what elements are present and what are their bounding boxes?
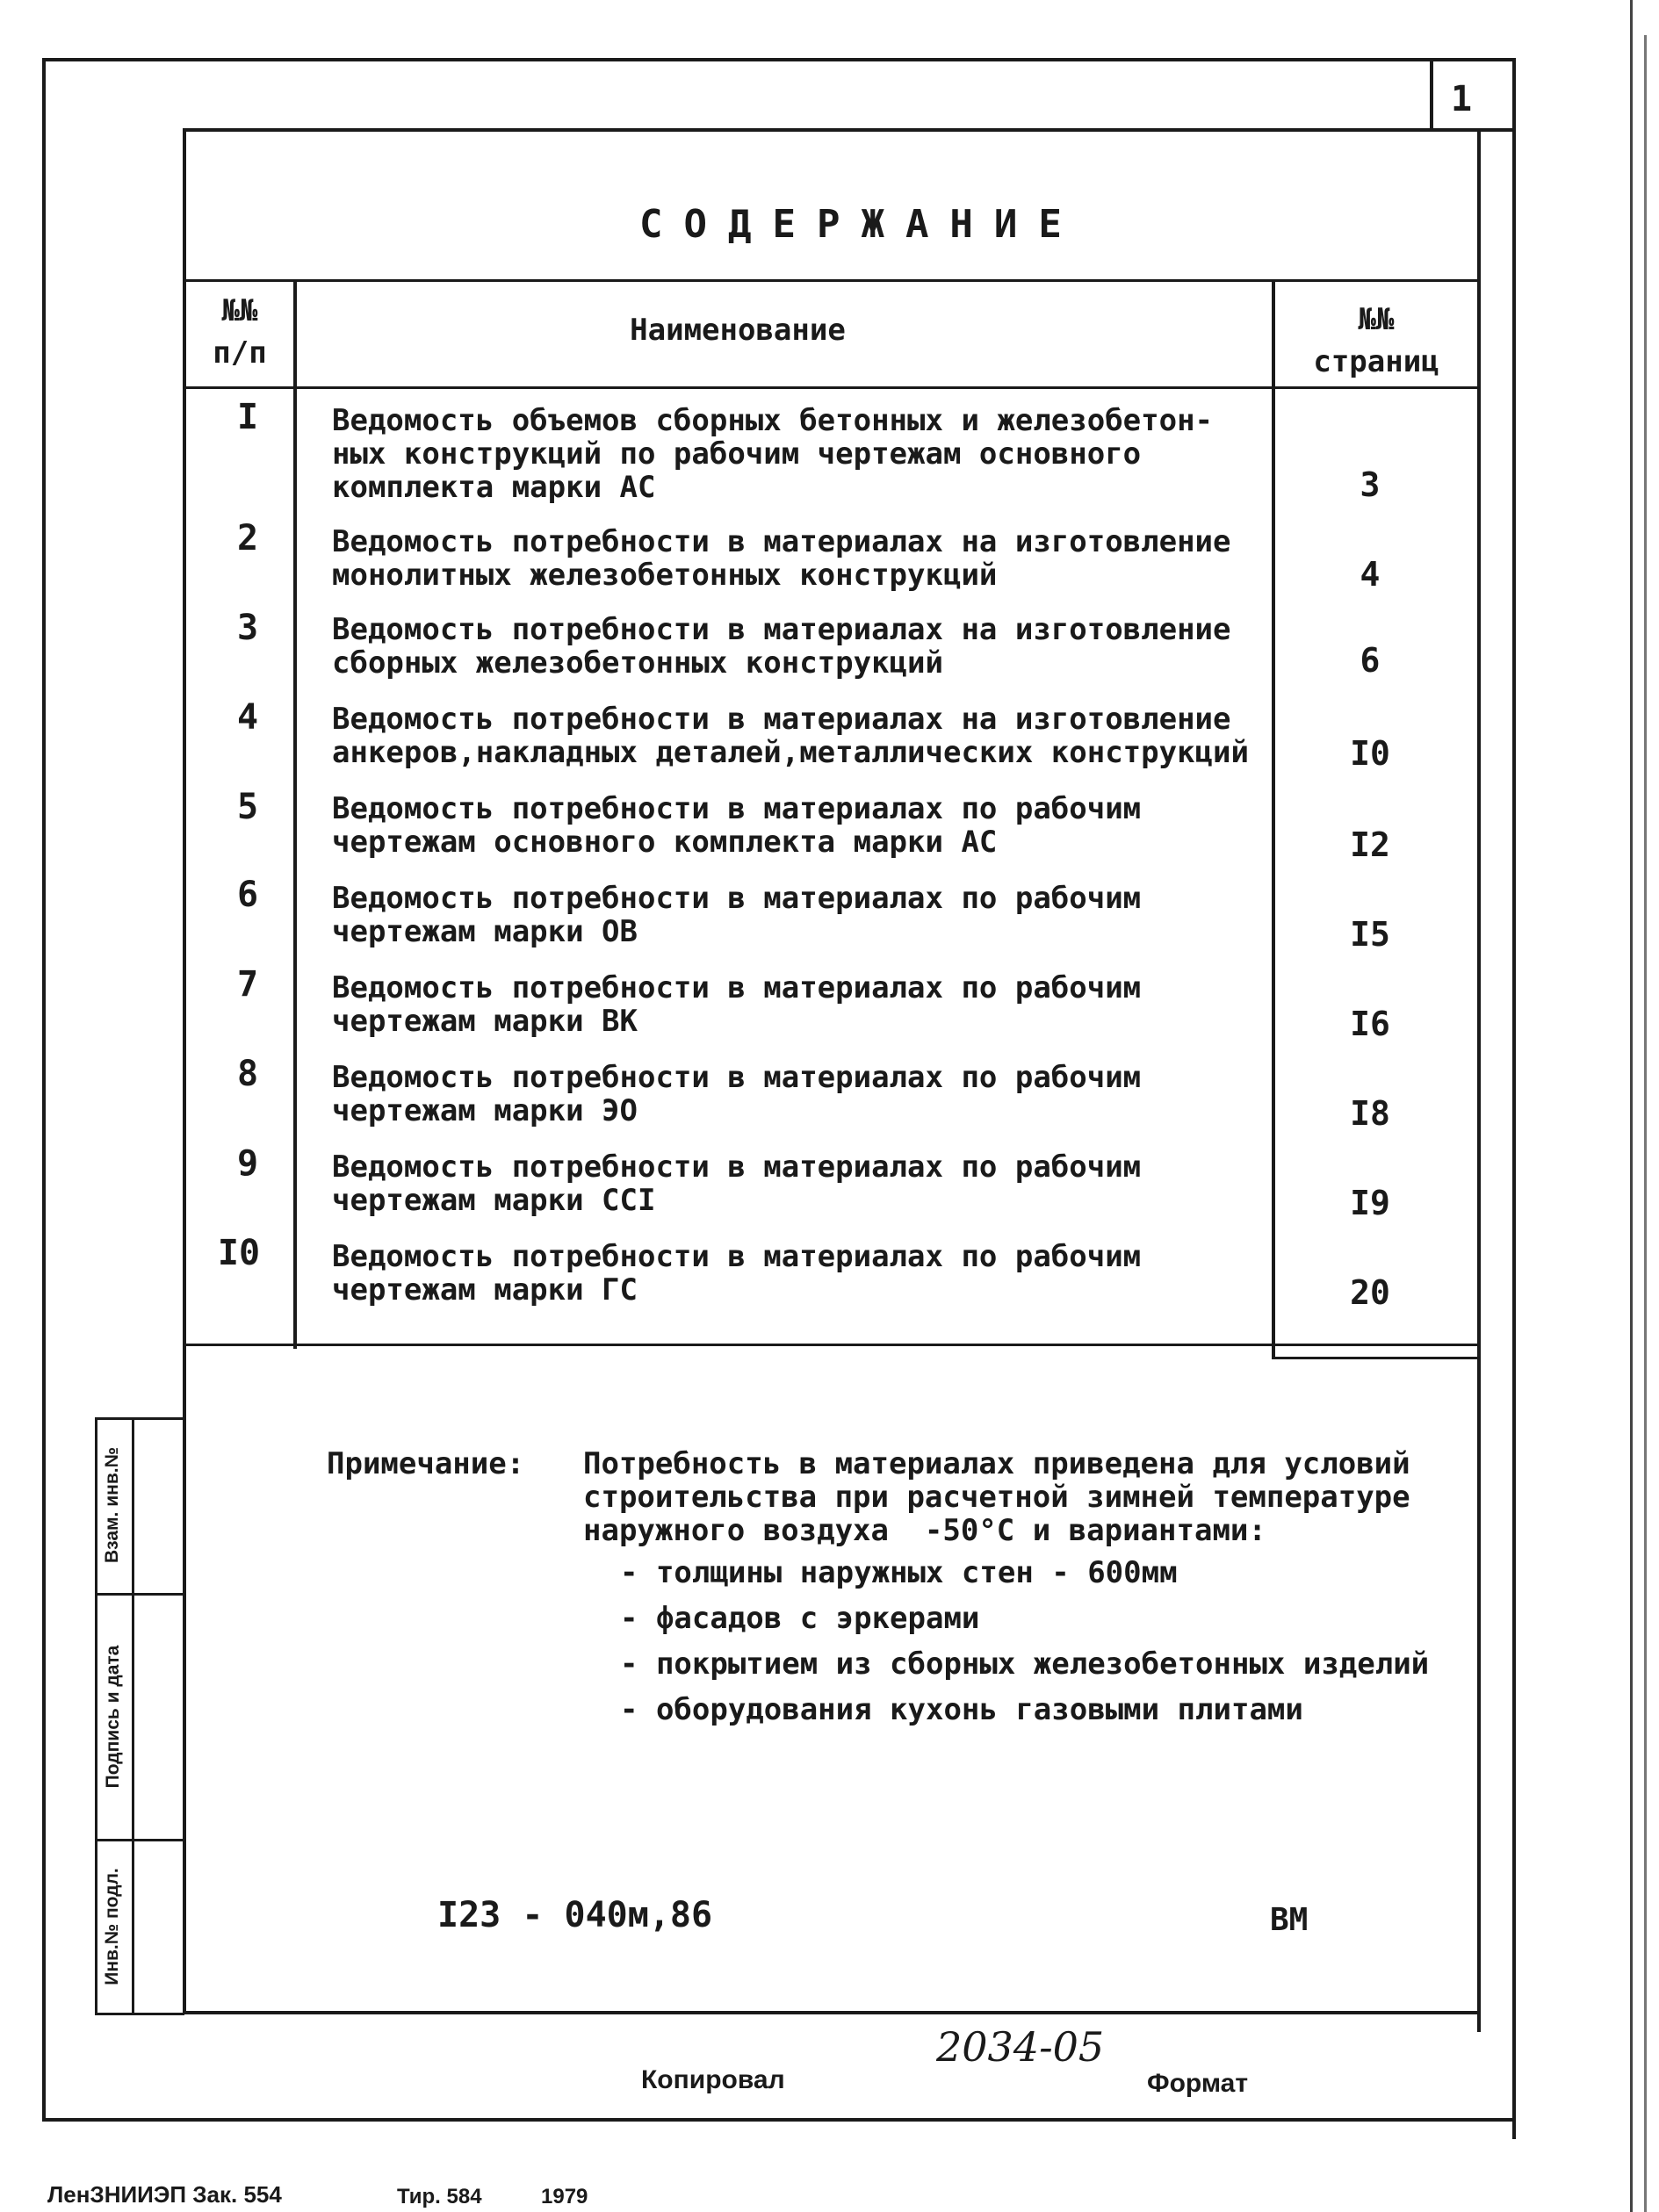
row-page: I0 <box>1350 734 1390 773</box>
inner-frame-bottom <box>183 2011 1481 2014</box>
note-text: Потребность в материалах приведена для условий строительства при расчетной зимней температуре наружного воздуха -50°С и вариантами: <box>583 1446 1410 1548</box>
table-col-divider-1 <box>293 279 297 1349</box>
row-number: 2 <box>236 518 259 558</box>
outer-frame-left <box>42 58 46 2122</box>
row-page: I2 <box>1350 825 1390 864</box>
note-item: - толщины наружных стен - 600мм <box>620 1555 1178 1590</box>
outer-frame-right <box>1512 58 1516 2139</box>
document-mark: ВМ <box>1270 1902 1309 1938</box>
stamp-column-inner <box>132 1417 134 2014</box>
row-page: I6 <box>1350 1005 1390 1043</box>
row-name: Ведомость потребности в материалах по рабочим чертежам марки ГС <box>332 1239 1142 1308</box>
row-page: 3 <box>1360 465 1381 504</box>
scan-edge-line <box>1630 0 1633 2212</box>
column-header-no: №№ п/п <box>213 293 267 371</box>
table-bottom-right <box>1272 1357 1479 1359</box>
document-code: I23 - 040м,86 <box>437 1895 713 1935</box>
row-name: Ведомость потребности в материалах по рабочим чертежам марки ССI <box>332 1149 1142 1218</box>
footer-format: Формат <box>1147 2069 1249 2098</box>
row-number: I <box>236 397 259 437</box>
page-title: СОДЕРЖАНИЕ <box>639 202 1083 247</box>
row-name: Ведомость потребности в материалах по рабочим чертежам марки ВК <box>332 970 1142 1039</box>
row-name: Ведомость потребности в материалах по рабочим чертежам основного комплекта марки АС <box>332 791 1142 860</box>
table-header-bottom <box>183 386 1479 389</box>
row-number: 6 <box>236 875 259 915</box>
printer-year: 1979 <box>541 2185 588 2208</box>
footer-copied: Копировал <box>641 2065 785 2094</box>
row-name: Ведомость потребности в материалах на изготовление анкеров,накладных деталей,металлических конструкций <box>332 702 1249 770</box>
row-number: 5 <box>236 787 259 827</box>
row-page: I5 <box>1350 915 1390 954</box>
row-page: 6 <box>1360 641 1381 680</box>
scan-edge-line-2 <box>1644 35 1647 2212</box>
stamp-column-left <box>95 1417 97 2014</box>
outer-frame-top <box>42 58 1514 61</box>
row-number: 4 <box>236 697 259 738</box>
note-item: - оборудования кухонь газовыми плитами <box>620 1692 1303 1727</box>
stamp-label-inventory: Инв.№ подл. <box>102 1868 122 1985</box>
inner-frame-top <box>183 128 1514 132</box>
row-name: Ведомость потребности в материалах на изготовление монолитных железобетонных конструкций <box>332 524 1231 593</box>
inner-frame-right <box>1477 128 1481 2032</box>
table-bottom <box>183 1344 1479 1346</box>
table-header-top <box>183 279 1479 282</box>
handwritten-archive-number: 2034-05 <box>936 2023 1105 2071</box>
row-name: Ведомость потребности в материалах по рабочим чертежам марки ЭО <box>332 1060 1142 1128</box>
note-item: - покрытием из сборных железобетонных изделий <box>620 1646 1430 1682</box>
row-number: 3 <box>236 608 259 648</box>
row-name: Ведомость объемов сборных бетонных и железобетон- ных конструкций по рабочим чертежам основного комплекта марки АС <box>332 403 1214 505</box>
row-page: 20 <box>1350 1273 1390 1312</box>
inner-frame-left <box>183 128 186 2014</box>
note-item: - фасадов с эркерами <box>620 1601 980 1636</box>
row-number: 9 <box>236 1143 259 1184</box>
printer-org: ЛенЗНИИЭП Зак. 554 <box>47 2181 282 2208</box>
row-name: Ведомость потребности в материалах на изготовление сборных железобетонных конструкций <box>332 612 1231 681</box>
note-label: Примечание: <box>327 1446 525 1481</box>
printer-tirage: Тир. 584 <box>397 2185 482 2208</box>
stamp-label-replaced: Взам. инв.№ <box>102 1447 122 1563</box>
column-header-page: №№ страниц <box>1313 302 1439 379</box>
column-header-name: Наименование <box>630 313 846 348</box>
row-number: I0 <box>217 1233 261 1273</box>
outer-frame-bottom <box>42 2118 1516 2122</box>
sheet-box-left <box>1430 58 1433 130</box>
row-number: 7 <box>236 964 259 1005</box>
row-page: I9 <box>1350 1184 1390 1222</box>
stamp-label-signature: Подпись и дата <box>103 1645 123 1789</box>
row-page: I8 <box>1350 1094 1390 1133</box>
row-name: Ведомость потребности в материалах по рабочим чертежам марки ОВ <box>332 881 1142 949</box>
table-col-divider-2 <box>1272 279 1275 1359</box>
row-page: 4 <box>1360 555 1381 594</box>
row-number: 8 <box>236 1054 259 1094</box>
sheet-number: 1 <box>1451 79 1473 119</box>
